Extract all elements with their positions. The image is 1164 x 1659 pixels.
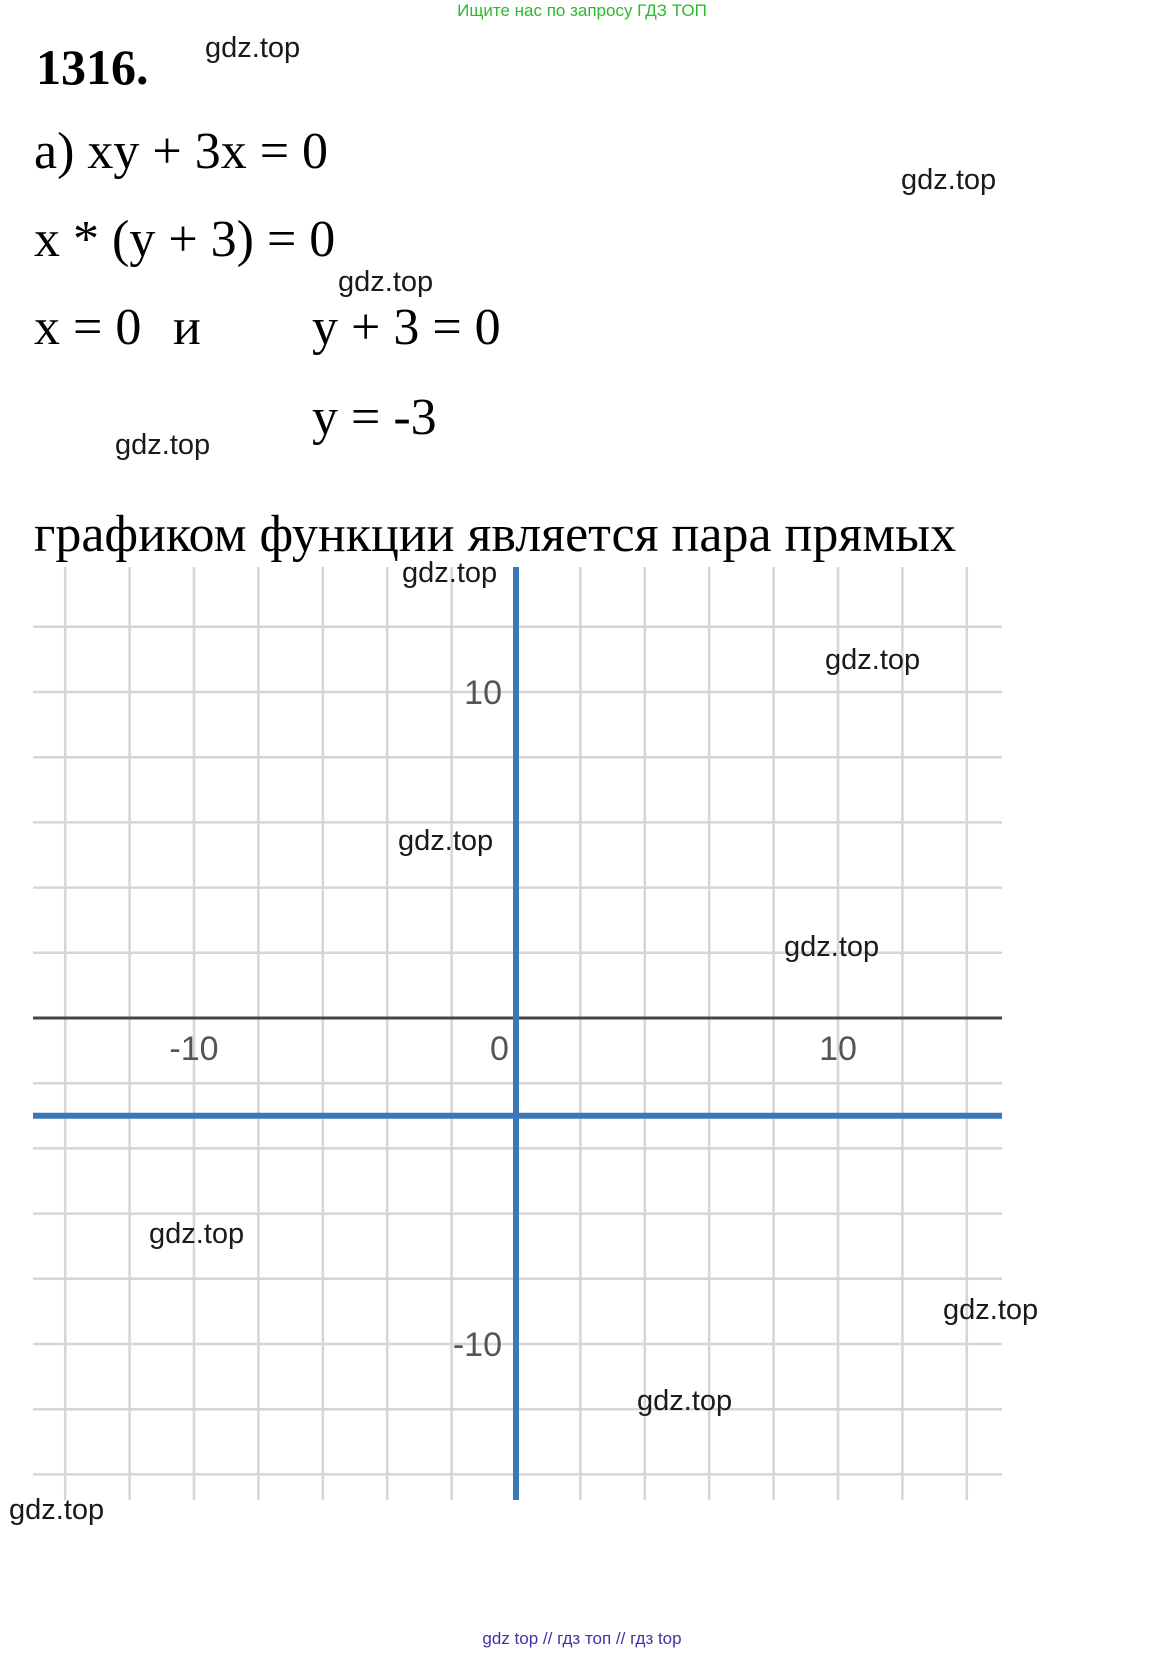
watermark: gdz.top — [115, 429, 211, 461]
problem-number: 1316. — [36, 39, 149, 95]
equation-line-3-left: x = 0 — [34, 299, 142, 356]
x-tick-label: 0 — [490, 1030, 509, 1068]
x-tick-label: 10 — [819, 1030, 857, 1068]
x-tick-label: -10 — [169, 1030, 219, 1068]
watermark: gdz.top — [784, 931, 880, 963]
watermark: gdz.top — [149, 1218, 245, 1250]
watermark: gdz.top — [402, 557, 498, 589]
equation-line-3-conjunction: и — [173, 299, 201, 356]
watermark: gdz.top — [398, 825, 494, 857]
conclusion-text: графиком функции является пара прямых — [34, 506, 957, 563]
watermark: gdz.top — [205, 32, 301, 64]
equation-line-1: а) xy + 3x = 0 — [34, 123, 329, 180]
equation-line-3-right: y + 3 = 0 — [312, 299, 501, 356]
equation-line-2: x * (y + 3) = 0 — [34, 211, 336, 268]
equation-line-4: y = -3 — [312, 389, 437, 446]
watermark: gdz.top — [825, 644, 921, 676]
watermark: gdz.top — [943, 1294, 1039, 1326]
watermark: gdz.top — [901, 164, 997, 196]
footer-links: gdz top // гдз топ // гдз top — [482, 1629, 682, 1648]
watermark: gdz.top — [9, 1494, 105, 1526]
y-tick-label: -10 — [452, 1326, 502, 1364]
search-hint: Ищите нас по запросу ГДЗ ТОП — [457, 1, 707, 20]
watermark: gdz.top — [637, 1385, 733, 1417]
y-tick-label: 10 — [464, 674, 502, 712]
watermark: gdz.top — [338, 266, 434, 298]
